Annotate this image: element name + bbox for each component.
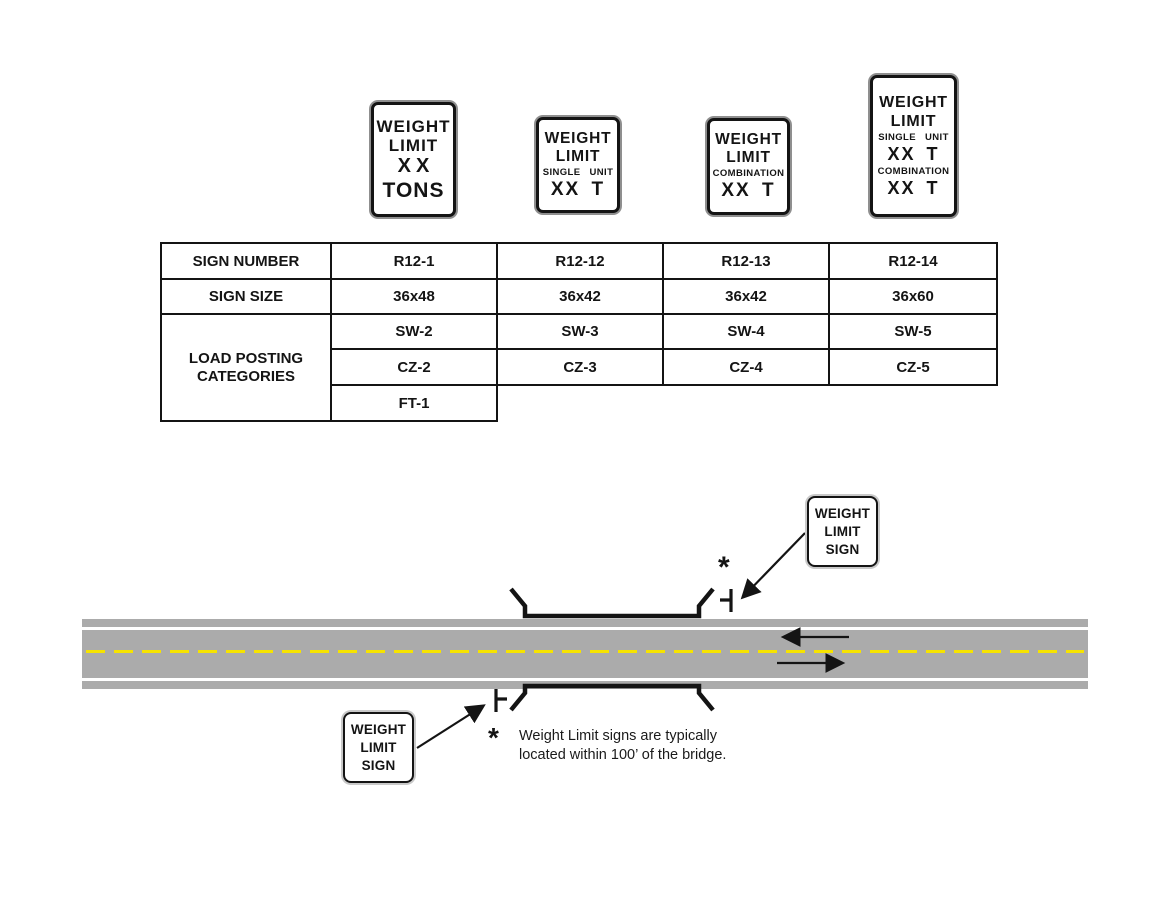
roadway [82, 619, 1088, 690]
cell-sw-category: SW-4 [662, 313, 830, 350]
sign-text: WEIGHT [376, 116, 451, 136]
cell-ft-category: FT-1 [330, 384, 498, 422]
sign-r12-1 [371, 102, 456, 217]
asterisk-marker: * [718, 551, 730, 584]
sign-text: LIMIT [890, 113, 937, 130]
sign-r12-14 [870, 75, 957, 217]
road-shoulder-bottom [82, 681, 1088, 689]
sign-text: LIMIT [555, 147, 601, 165]
cell-sign-size: 36x48 [330, 278, 498, 315]
cell-sign-size: 36x42 [496, 278, 664, 315]
callout-text: LIMIT [824, 523, 861, 539]
sign-text: COMBINATION [712, 168, 785, 179]
sign-text: WEIGHT [544, 129, 612, 147]
weight-limit-sign-callout-top [807, 496, 878, 567]
cell-sw-category: SW-2 [330, 313, 498, 350]
callout-text: LIMIT [360, 739, 397, 755]
row-header-sign-size: SIGN SIZE [160, 278, 332, 315]
cell-sign-size: 36x42 [662, 278, 830, 315]
cell-cz-category: CZ-5 [828, 348, 998, 386]
weight-limit-sign-marker-eastbound [720, 589, 731, 612]
callout-text: WEIGHT [350, 721, 407, 737]
road-shoulder-top [82, 619, 1088, 627]
sign-r12-13 [707, 118, 790, 215]
cell-sw-category: SW-3 [496, 313, 664, 350]
sign-text: XX T [550, 178, 606, 200]
cell-cz-category: CZ-4 [662, 348, 830, 386]
cell-sign-number: R12-14 [828, 242, 998, 280]
footnote-asterisk: * [488, 722, 499, 753]
sign-r12-12 [536, 117, 620, 213]
cell-sign-number: R12-1 [330, 242, 498, 280]
callout-text: SIGN [825, 541, 860, 557]
row-header-sign-number: SIGN NUMBER [160, 242, 332, 280]
sign-text: WEIGHT [715, 131, 782, 148]
callout-leader-arrow-bottom [417, 706, 483, 748]
sign-spec-table [160, 242, 1000, 424]
sign-text: LIMIT [388, 135, 439, 155]
cell-sw-category: SW-5 [828, 313, 998, 350]
footnote-text [519, 727, 759, 764]
sign-text: SINGLE UNIT [878, 132, 949, 143]
sign-text: SINGLE UNIT [542, 166, 614, 178]
cell-cz-category: CZ-3 [496, 348, 664, 386]
callout-leader-arrow-top [743, 533, 805, 597]
cell-sign-number: R12-13 [662, 242, 830, 280]
cell-cz-category: CZ-2 [330, 348, 498, 386]
sign-text: XX T [721, 180, 776, 201]
sign-text: LIMIT [726, 149, 771, 166]
sign-text: COMBINATION [877, 166, 950, 177]
footnote-line: Weight Limit signs are typically [519, 728, 717, 744]
sign-text: XX T [887, 144, 940, 164]
sign-text: XX [397, 154, 435, 177]
callout-text: WEIGHT [814, 505, 871, 521]
row-header-load-posting-categories: LOAD POSTING CATEGORIES [160, 313, 332, 422]
cell-sign-number: R12-12 [496, 242, 664, 280]
cell-sign-size: 36x60 [828, 278, 998, 315]
sign-text: WEIGHT [879, 94, 948, 111]
yellow-dashed-centerline [86, 650, 1084, 653]
weight-limit-sign-marker-westbound [496, 689, 507, 712]
weight-limit-sign-callout-bottom [343, 712, 414, 783]
road-pavement [82, 630, 1088, 678]
callout-text: SIGN [361, 757, 396, 773]
sign-text: XX T [887, 178, 940, 198]
sign-text: TONS [382, 178, 445, 202]
footnote-line: located within 100’ of the bridge. [519, 746, 727, 763]
bridge-rail-top [511, 589, 713, 616]
